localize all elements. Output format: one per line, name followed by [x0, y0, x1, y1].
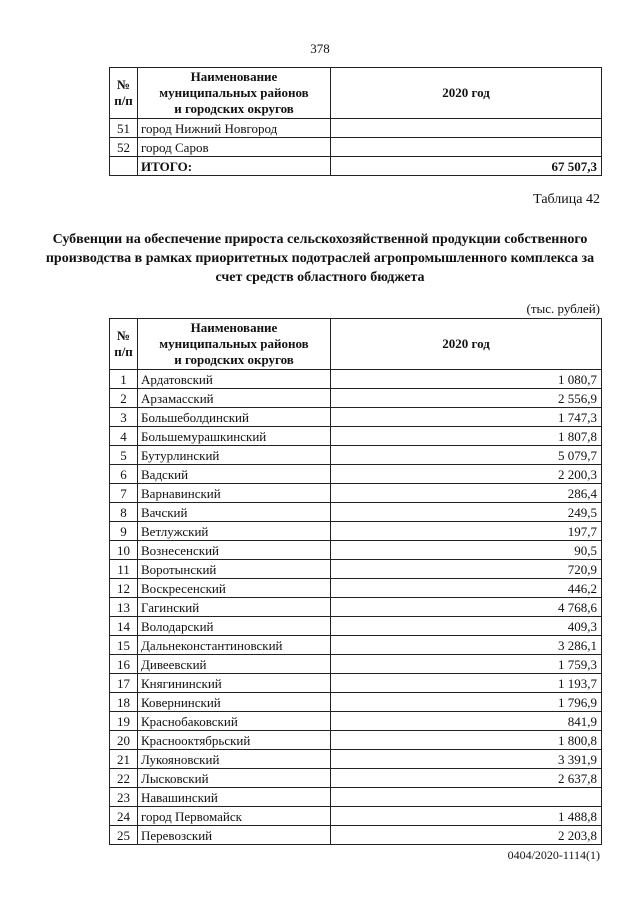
row-value: 2 203,8: [331, 826, 602, 845]
header-num: [110, 319, 138, 370]
row-num: 10: [110, 541, 138, 560]
row-name: Воскресенский: [138, 579, 331, 598]
total-num-cell: [110, 157, 138, 176]
row-num: 11: [110, 560, 138, 579]
row-value: 90,5: [331, 541, 602, 560]
row-name: Вознесенский: [138, 541, 331, 560]
row-name: Ардатовский: [138, 370, 331, 389]
row-name: Краснооктябрьский: [138, 731, 331, 750]
table-row: [110, 408, 602, 427]
document-code: 0404/2020-1114(1): [507, 848, 600, 862]
table-row: [110, 446, 602, 465]
row-value: 2 637,8: [331, 769, 602, 788]
header-num-label: № п/п: [114, 328, 133, 359]
row-value: 3 286,1: [331, 636, 602, 655]
continued-table: [109, 67, 602, 176]
row-value: 1 759,3: [331, 655, 602, 674]
row-name: Арзамасский: [138, 389, 331, 408]
table-header-row: [110, 319, 602, 370]
table-title: Субвенции на обеспечение прироста сельскохозяйственной продукции собственного производства в рамках приоритетных подотраслей агропромышленного комплекса за счет средств областного бюджета: [45, 232, 595, 285]
row-num: 9: [110, 522, 138, 541]
row-num: 19: [110, 712, 138, 731]
table-row: [110, 427, 602, 446]
header-name-label: Наименование муниципальных районов и городских округов: [159, 320, 309, 367]
table-row: [110, 712, 602, 731]
table-row: [110, 750, 602, 769]
row-name: город Саров: [138, 138, 331, 157]
subsidy-table: [109, 318, 602, 845]
header-num-label: № п/п: [114, 77, 133, 108]
row-name: Дивеевский: [138, 655, 331, 674]
row-num: 20: [110, 731, 138, 750]
row-num: 23: [110, 788, 138, 807]
row-num: 4: [110, 427, 138, 446]
row-num: 13: [110, 598, 138, 617]
row-value: 1 747,3: [331, 408, 602, 427]
table-caption: Таблица 42: [533, 192, 600, 207]
row-value: [331, 138, 602, 157]
row-value: 1 796,9: [331, 693, 602, 712]
row-value: [331, 119, 602, 138]
row-value: [331, 788, 602, 807]
row-num: 2: [110, 389, 138, 408]
row-value: 1 800,8: [331, 731, 602, 750]
table-row: [110, 138, 602, 157]
row-num: 6: [110, 465, 138, 484]
table-row: [110, 541, 602, 560]
row-name: Краснобаковский: [138, 712, 331, 731]
table-row: [110, 636, 602, 655]
table-row: [110, 788, 602, 807]
table-row: [110, 826, 602, 845]
row-name: город Нижний Новгород: [138, 119, 331, 138]
row-num: 24: [110, 807, 138, 826]
row-value: 5 079,7: [331, 446, 602, 465]
row-name: Лукояновский: [138, 750, 331, 769]
table-row: [110, 370, 602, 389]
row-num: 22: [110, 769, 138, 788]
row-num: 8: [110, 503, 138, 522]
row-num: 51: [110, 119, 138, 138]
row-name: Вадский: [138, 465, 331, 484]
row-value: 2 200,3: [331, 465, 602, 484]
row-name: Навашинский: [138, 788, 331, 807]
units-label: (тыс. рублей): [526, 301, 600, 316]
header-name-label: Наименование муниципальных районов и городских округов: [159, 69, 309, 116]
row-value: 3 391,9: [331, 750, 602, 769]
header-name: [138, 68, 331, 119]
row-name: Гагинский: [138, 598, 331, 617]
header-num: [110, 68, 138, 119]
row-value: 4 768,6: [331, 598, 602, 617]
table-row: [110, 389, 602, 408]
table-row: [110, 560, 602, 579]
table-row: [110, 503, 602, 522]
row-num: 7: [110, 484, 138, 503]
row-name: Варнавинский: [138, 484, 331, 503]
row-name: Воротынский: [138, 560, 331, 579]
row-num: 16: [110, 655, 138, 674]
row-name: Дальнеконстантиновский: [138, 636, 331, 655]
total-label: ИТОГО:: [138, 157, 331, 176]
row-num: 17: [110, 674, 138, 693]
row-num: 18: [110, 693, 138, 712]
table-row: [110, 693, 602, 712]
row-value: 1 080,7: [331, 370, 602, 389]
table-row: [110, 465, 602, 484]
row-name: Володарский: [138, 617, 331, 636]
row-value: 841,9: [331, 712, 602, 731]
total-row: [110, 157, 602, 176]
header-year: 2020 год: [331, 319, 602, 370]
row-value: 409,3: [331, 617, 602, 636]
row-name: Ковернинский: [138, 693, 331, 712]
table-header-row: [110, 68, 602, 119]
row-num: 15: [110, 636, 138, 655]
table-row: [110, 617, 602, 636]
row-num: 3: [110, 408, 138, 427]
row-value: 249,5: [331, 503, 602, 522]
row-name: Лысковский: [138, 769, 331, 788]
subsidy-table-body: [110, 370, 602, 845]
row-value: 1 807,8: [331, 427, 602, 446]
row-value: 1 193,7: [331, 674, 602, 693]
table-row: [110, 484, 602, 503]
row-value: 2 556,9: [331, 389, 602, 408]
row-num: 14: [110, 617, 138, 636]
header-name: [138, 319, 331, 370]
row-name: Большемурашкинский: [138, 427, 331, 446]
table-row: [110, 579, 602, 598]
row-name: город Первомайск: [138, 807, 331, 826]
row-num: 52: [110, 138, 138, 157]
row-name: Бутурлинский: [138, 446, 331, 465]
row-value: 197,7: [331, 522, 602, 541]
table-row: [110, 807, 602, 826]
row-value: 286,4: [331, 484, 602, 503]
page-number: 378: [310, 41, 330, 56]
row-num: 12: [110, 579, 138, 598]
row-value: 720,9: [331, 560, 602, 579]
row-name: Княгининский: [138, 674, 331, 693]
header-year: 2020 год: [331, 68, 602, 119]
table-row: [110, 674, 602, 693]
table-row: [110, 119, 602, 138]
row-num: 5: [110, 446, 138, 465]
row-name: Большеболдинский: [138, 408, 331, 427]
table-row: [110, 522, 602, 541]
row-name: Ветлужский: [138, 522, 331, 541]
total-value: 67 507,3: [331, 157, 602, 176]
row-value: 446,2: [331, 579, 602, 598]
row-num: 1: [110, 370, 138, 389]
row-value: 1 488,8: [331, 807, 602, 826]
table-row: [110, 769, 602, 788]
row-num: 21: [110, 750, 138, 769]
table-row: [110, 598, 602, 617]
table-row: [110, 655, 602, 674]
row-num: 25: [110, 826, 138, 845]
row-name: Перевозский: [138, 826, 331, 845]
table-row: [110, 731, 602, 750]
row-name: Вачский: [138, 503, 331, 522]
